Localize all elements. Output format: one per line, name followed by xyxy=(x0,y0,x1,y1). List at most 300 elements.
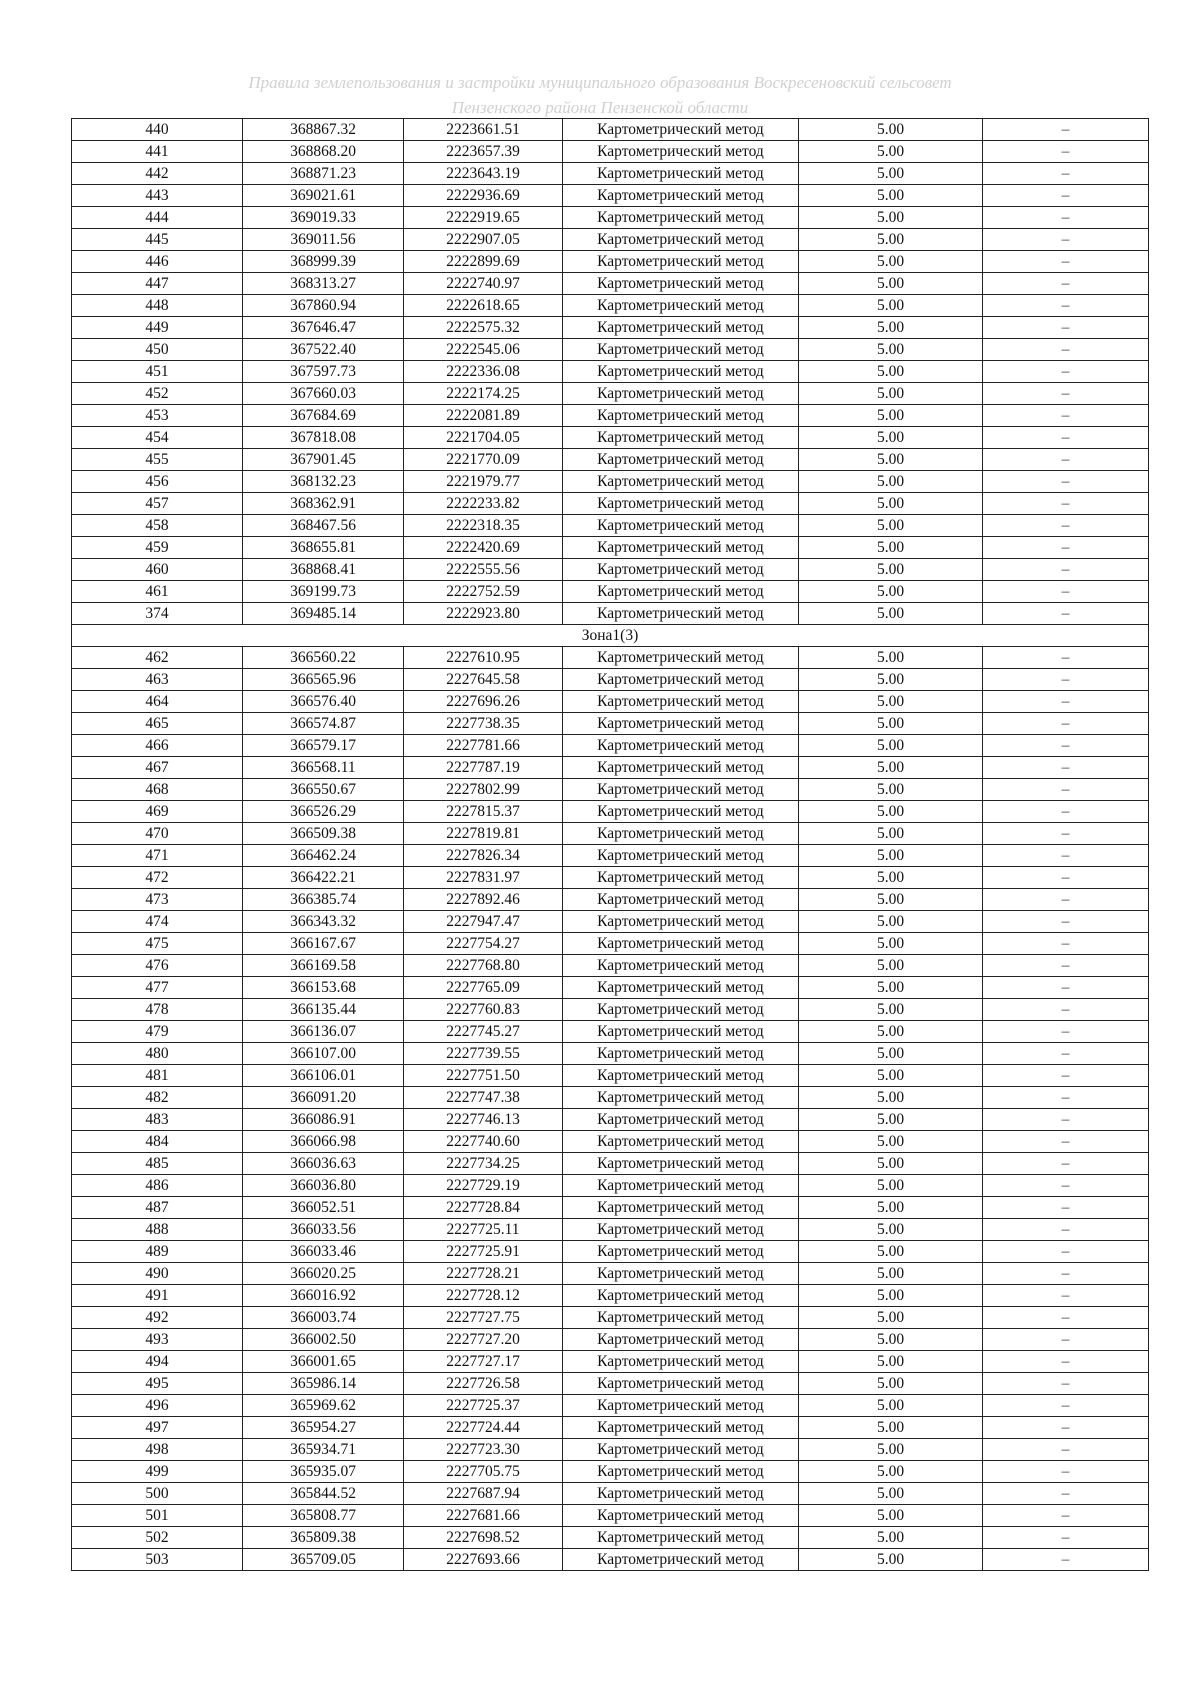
accuracy-cell: 5.00 xyxy=(799,1439,983,1461)
method-cell: Картометрический метод xyxy=(563,955,799,977)
point-number-cell: 497 xyxy=(72,1417,243,1439)
x-coordinate-cell: 367901.45 xyxy=(243,449,404,471)
note-cell: – xyxy=(983,1241,1149,1263)
method-cell: Картометрический метод xyxy=(563,603,799,625)
accuracy-cell: 5.00 xyxy=(799,1175,983,1197)
point-number-cell: 457 xyxy=(72,493,243,515)
x-coordinate-cell: 365934.71 xyxy=(243,1439,404,1461)
note-cell: – xyxy=(983,1439,1149,1461)
point-number-cell: 459 xyxy=(72,537,243,559)
note-cell: – xyxy=(983,471,1149,493)
note-cell: – xyxy=(983,1131,1149,1153)
method-cell: Картометрический метод xyxy=(563,119,799,141)
point-number-cell: 452 xyxy=(72,383,243,405)
note-cell: – xyxy=(983,801,1149,823)
x-coordinate-cell: 366422.21 xyxy=(243,867,404,889)
accuracy-cell: 5.00 xyxy=(799,713,983,735)
method-cell: Картометрический метод xyxy=(563,867,799,889)
method-cell: Картометрический метод xyxy=(563,1373,799,1395)
point-number-cell: 472 xyxy=(72,867,243,889)
accuracy-cell: 5.00 xyxy=(799,1131,983,1153)
x-coordinate-cell: 366526.29 xyxy=(243,801,404,823)
note-cell: – xyxy=(983,581,1149,603)
point-number-cell: 465 xyxy=(72,713,243,735)
point-number-cell: 478 xyxy=(72,999,243,1021)
point-number-cell: 470 xyxy=(72,823,243,845)
method-cell: Картометрический метод xyxy=(563,933,799,955)
accuracy-cell: 5.00 xyxy=(799,1483,983,1505)
accuracy-cell: 5.00 xyxy=(799,889,983,911)
accuracy-cell: 5.00 xyxy=(799,119,983,141)
method-cell: Картометрический метод xyxy=(563,1505,799,1527)
accuracy-cell: 5.00 xyxy=(799,933,983,955)
method-cell: Картометрический метод xyxy=(563,471,799,493)
method-cell: Картометрический метод xyxy=(563,1043,799,1065)
method-cell: Картометрический метод xyxy=(563,691,799,713)
header-line-2: Пензенского района Пензенской области xyxy=(451,98,749,117)
accuracy-cell: 5.00 xyxy=(799,1329,983,1351)
method-cell: Картометрический метод xyxy=(563,669,799,691)
method-cell: Картометрический метод xyxy=(563,977,799,999)
y-coordinate-cell: 2227787.19 xyxy=(404,757,563,779)
y-coordinate-cell: 2227745.27 xyxy=(404,1021,563,1043)
y-coordinate-cell: 2227892.46 xyxy=(404,889,563,911)
accuracy-cell: 5.00 xyxy=(799,757,983,779)
note-cell: – xyxy=(983,1307,1149,1329)
method-cell: Картометрический метод xyxy=(563,1351,799,1373)
y-coordinate-cell: 2227725.91 xyxy=(404,1241,563,1263)
method-cell: Картометрический метод xyxy=(563,427,799,449)
point-number-cell: 440 xyxy=(72,119,243,141)
accuracy-cell: 5.00 xyxy=(799,317,983,339)
note-cell: – xyxy=(983,1483,1149,1505)
y-coordinate-cell: 2222233.82 xyxy=(404,493,563,515)
method-cell: Картометрический метод xyxy=(563,911,799,933)
x-coordinate-cell: 365844.52 xyxy=(243,1483,404,1505)
table-row xyxy=(72,1043,1149,1065)
x-coordinate-cell: 366106.01 xyxy=(243,1065,404,1087)
method-cell: Картометрический метод xyxy=(563,1175,799,1197)
method-cell: Картометрический метод xyxy=(563,1065,799,1087)
note-cell: – xyxy=(983,515,1149,537)
method-cell: Картометрический метод xyxy=(563,515,799,537)
y-coordinate-cell: 2222575.32 xyxy=(404,317,563,339)
method-cell: Картометрический метод xyxy=(563,801,799,823)
point-number-cell: 460 xyxy=(72,559,243,581)
table-row xyxy=(72,1153,1149,1175)
accuracy-cell: 5.00 xyxy=(799,339,983,361)
x-coordinate-cell: 366020.25 xyxy=(243,1263,404,1285)
table-row xyxy=(72,1351,1149,1373)
note-cell: – xyxy=(983,273,1149,295)
table-row xyxy=(72,889,1149,911)
accuracy-cell: 5.00 xyxy=(799,801,983,823)
accuracy-cell: 5.00 xyxy=(799,1351,983,1373)
note-cell: – xyxy=(983,141,1149,163)
method-cell: Картометрический метод xyxy=(563,1087,799,1109)
method-cell: Картометрический метод xyxy=(563,1241,799,1263)
method-cell: Картометрический метод xyxy=(563,559,799,581)
y-coordinate-cell: 2222618.65 xyxy=(404,295,563,317)
note-cell: – xyxy=(983,603,1149,625)
accuracy-cell: 5.00 xyxy=(799,1549,983,1571)
table-row xyxy=(72,823,1149,845)
accuracy-cell: 5.00 xyxy=(799,559,983,581)
x-coordinate-cell: 366167.67 xyxy=(243,933,404,955)
method-cell: Картометрический метод xyxy=(563,1395,799,1417)
point-number-cell: 464 xyxy=(72,691,243,713)
note-cell: – xyxy=(983,1395,1149,1417)
accuracy-cell: 5.00 xyxy=(799,1153,983,1175)
note-cell: – xyxy=(983,669,1149,691)
x-coordinate-cell: 368868.20 xyxy=(243,141,404,163)
table-row xyxy=(72,251,1149,273)
point-number-cell: 488 xyxy=(72,1219,243,1241)
table-row xyxy=(72,559,1149,581)
y-coordinate-cell: 2227739.55 xyxy=(404,1043,563,1065)
accuracy-cell: 5.00 xyxy=(799,1461,983,1483)
table-row xyxy=(72,141,1149,163)
method-cell: Картометрический метод xyxy=(563,1439,799,1461)
y-coordinate-cell: 2227746.13 xyxy=(404,1109,563,1131)
point-number-cell: 445 xyxy=(72,229,243,251)
table-row xyxy=(72,537,1149,559)
y-coordinate-cell: 2227696.26 xyxy=(404,691,563,713)
accuracy-cell: 5.00 xyxy=(799,185,983,207)
note-cell: – xyxy=(983,735,1149,757)
x-coordinate-cell: 368313.27 xyxy=(243,273,404,295)
accuracy-cell: 5.00 xyxy=(799,823,983,845)
y-coordinate-cell: 2227727.17 xyxy=(404,1351,563,1373)
accuracy-cell: 5.00 xyxy=(799,867,983,889)
y-coordinate-cell: 2227728.84 xyxy=(404,1197,563,1219)
table-row xyxy=(72,515,1149,537)
method-cell: Картометрический метод xyxy=(563,383,799,405)
point-number-cell: 486 xyxy=(72,1175,243,1197)
x-coordinate-cell: 366036.80 xyxy=(243,1175,404,1197)
x-coordinate-cell: 368867.32 xyxy=(243,119,404,141)
x-coordinate-cell: 366462.24 xyxy=(243,845,404,867)
x-coordinate-cell: 369019.33 xyxy=(243,207,404,229)
x-coordinate-cell: 366565.96 xyxy=(243,669,404,691)
table-row xyxy=(72,1131,1149,1153)
table-row xyxy=(72,273,1149,295)
table-row xyxy=(72,911,1149,933)
y-coordinate-cell: 2222919.65 xyxy=(404,207,563,229)
x-coordinate-cell: 366003.74 xyxy=(243,1307,404,1329)
accuracy-cell: 5.00 xyxy=(799,1197,983,1219)
x-coordinate-cell: 366550.67 xyxy=(243,779,404,801)
method-cell: Картометрический метод xyxy=(563,229,799,251)
table-row xyxy=(72,801,1149,823)
method-cell: Картометрический метод xyxy=(563,1329,799,1351)
point-number-cell: 466 xyxy=(72,735,243,757)
point-number-cell: 451 xyxy=(72,361,243,383)
y-coordinate-cell: 2222740.97 xyxy=(404,273,563,295)
x-coordinate-cell: 366560.22 xyxy=(243,647,404,669)
accuracy-cell: 5.00 xyxy=(799,779,983,801)
point-number-cell: 463 xyxy=(72,669,243,691)
y-coordinate-cell: 2227681.66 xyxy=(404,1505,563,1527)
table-row xyxy=(72,1285,1149,1307)
note-cell: – xyxy=(983,1175,1149,1197)
method-cell: Картометрический метод xyxy=(563,1131,799,1153)
x-coordinate-cell: 369199.73 xyxy=(243,581,404,603)
point-number-cell: 495 xyxy=(72,1373,243,1395)
method-cell: Картометрический метод xyxy=(563,1527,799,1549)
note-cell: – xyxy=(983,713,1149,735)
x-coordinate-cell: 365809.38 xyxy=(243,1527,404,1549)
x-coordinate-cell: 366052.51 xyxy=(243,1197,404,1219)
y-coordinate-cell: 2227726.58 xyxy=(404,1373,563,1395)
y-coordinate-cell: 2227693.66 xyxy=(404,1549,563,1571)
point-number-cell: 453 xyxy=(72,405,243,427)
table-row xyxy=(72,1527,1149,1549)
note-cell: – xyxy=(983,1285,1149,1307)
y-coordinate-cell: 2222174.25 xyxy=(404,383,563,405)
table-row xyxy=(72,1263,1149,1285)
point-number-cell: 475 xyxy=(72,933,243,955)
y-coordinate-cell: 2222899.69 xyxy=(404,251,563,273)
point-number-cell: 479 xyxy=(72,1021,243,1043)
x-coordinate-cell: 366135.44 xyxy=(243,999,404,1021)
method-cell: Картометрический метод xyxy=(563,1219,799,1241)
point-number-cell: 477 xyxy=(72,977,243,999)
note-cell: – xyxy=(983,493,1149,515)
note-cell: – xyxy=(983,1329,1149,1351)
x-coordinate-cell: 367684.69 xyxy=(243,405,404,427)
table-row xyxy=(72,339,1149,361)
table-row xyxy=(72,867,1149,889)
accuracy-cell: 5.00 xyxy=(799,1065,983,1087)
method-cell: Картометрический метод xyxy=(563,1285,799,1307)
note-cell: – xyxy=(983,1417,1149,1439)
table-row xyxy=(72,933,1149,955)
point-number-cell: 490 xyxy=(72,1263,243,1285)
method-cell: Картометрический метод xyxy=(563,361,799,383)
y-coordinate-cell: 2227728.21 xyxy=(404,1263,563,1285)
y-coordinate-cell: 2222336.08 xyxy=(404,361,563,383)
x-coordinate-cell: 366579.17 xyxy=(243,735,404,757)
y-coordinate-cell: 2227826.34 xyxy=(404,845,563,867)
method-cell: Картометрический метод xyxy=(563,713,799,735)
accuracy-cell: 5.00 xyxy=(799,295,983,317)
y-coordinate-cell: 2227734.25 xyxy=(404,1153,563,1175)
point-number-cell: 444 xyxy=(72,207,243,229)
table-row xyxy=(72,735,1149,757)
point-number-cell: 374 xyxy=(72,603,243,625)
y-coordinate-cell: 2227610.95 xyxy=(404,647,563,669)
y-coordinate-cell: 2227728.12 xyxy=(404,1285,563,1307)
table-row xyxy=(72,647,1149,669)
x-coordinate-cell: 368362.91 xyxy=(243,493,404,515)
accuracy-cell: 5.00 xyxy=(799,405,983,427)
accuracy-cell: 5.00 xyxy=(799,1087,983,1109)
point-number-cell: 454 xyxy=(72,427,243,449)
x-coordinate-cell: 368132.23 xyxy=(243,471,404,493)
note-cell: – xyxy=(983,911,1149,933)
x-coordinate-cell: 365986.14 xyxy=(243,1373,404,1395)
y-coordinate-cell: 2227727.20 xyxy=(404,1329,563,1351)
accuracy-cell: 5.00 xyxy=(799,581,983,603)
accuracy-cell: 5.00 xyxy=(799,1505,983,1527)
table-row xyxy=(72,669,1149,691)
note-cell: – xyxy=(983,427,1149,449)
point-number-cell: 482 xyxy=(72,1087,243,1109)
method-cell: Картометрический метод xyxy=(563,889,799,911)
y-coordinate-cell: 2227724.44 xyxy=(404,1417,563,1439)
method-cell: Картометрический метод xyxy=(563,1417,799,1439)
table-row xyxy=(72,317,1149,339)
note-cell: – xyxy=(983,559,1149,581)
coordinates-table xyxy=(71,118,1149,1571)
y-coordinate-cell: 2222752.59 xyxy=(404,581,563,603)
x-coordinate-cell: 366169.58 xyxy=(243,955,404,977)
note-cell: – xyxy=(983,889,1149,911)
point-number-cell: 467 xyxy=(72,757,243,779)
point-number-cell: 481 xyxy=(72,1065,243,1087)
table-row xyxy=(72,779,1149,801)
accuracy-cell: 5.00 xyxy=(799,471,983,493)
method-cell: Картометрический метод xyxy=(563,1461,799,1483)
y-coordinate-cell: 2222907.05 xyxy=(404,229,563,251)
note-cell: – xyxy=(983,1153,1149,1175)
y-coordinate-cell: 2227815.37 xyxy=(404,801,563,823)
table-row xyxy=(72,493,1149,515)
y-coordinate-cell: 2227729.19 xyxy=(404,1175,563,1197)
method-cell: Картометрический метод xyxy=(563,823,799,845)
point-number-cell: 496 xyxy=(72,1395,243,1417)
accuracy-cell: 5.00 xyxy=(799,911,983,933)
y-coordinate-cell: 2227740.60 xyxy=(404,1131,563,1153)
method-cell: Картометрический метод xyxy=(563,1483,799,1505)
note-cell: – xyxy=(983,537,1149,559)
accuracy-cell: 5.00 xyxy=(799,669,983,691)
coordinates-table-body xyxy=(72,119,1149,1571)
method-cell: Картометрический метод xyxy=(563,1549,799,1571)
table-row xyxy=(72,1307,1149,1329)
point-number-cell: 499 xyxy=(72,1461,243,1483)
method-cell: Картометрический метод xyxy=(563,295,799,317)
point-number-cell: 449 xyxy=(72,317,243,339)
note-cell: – xyxy=(983,317,1149,339)
note-cell: – xyxy=(983,1109,1149,1131)
point-number-cell: 471 xyxy=(72,845,243,867)
accuracy-cell: 5.00 xyxy=(799,977,983,999)
table-row xyxy=(72,1065,1149,1087)
table-row xyxy=(72,581,1149,603)
y-coordinate-cell: 2221979.77 xyxy=(404,471,563,493)
note-cell: – xyxy=(983,1505,1149,1527)
note-cell: – xyxy=(983,647,1149,669)
accuracy-cell: 5.00 xyxy=(799,1219,983,1241)
accuracy-cell: 5.00 xyxy=(799,449,983,471)
point-number-cell: 462 xyxy=(72,647,243,669)
y-coordinate-cell: 2223643.19 xyxy=(404,163,563,185)
x-coordinate-cell: 366107.00 xyxy=(243,1043,404,1065)
point-number-cell: 494 xyxy=(72,1351,243,1373)
y-coordinate-cell: 2227802.99 xyxy=(404,779,563,801)
point-number-cell: 474 xyxy=(72,911,243,933)
y-coordinate-cell: 2227819.81 xyxy=(404,823,563,845)
table-row xyxy=(72,207,1149,229)
accuracy-cell: 5.00 xyxy=(799,735,983,757)
note-cell: – xyxy=(983,119,1149,141)
accuracy-cell: 5.00 xyxy=(799,229,983,251)
x-coordinate-cell: 366016.92 xyxy=(243,1285,404,1307)
table-row xyxy=(72,119,1149,141)
method-cell: Картометрический метод xyxy=(563,339,799,361)
y-coordinate-cell: 2227768.80 xyxy=(404,955,563,977)
accuracy-cell: 5.00 xyxy=(799,427,983,449)
point-number-cell: 468 xyxy=(72,779,243,801)
accuracy-cell: 5.00 xyxy=(799,1417,983,1439)
y-coordinate-cell: 2227725.37 xyxy=(404,1395,563,1417)
note-cell: – xyxy=(983,845,1149,867)
point-number-cell: 441 xyxy=(72,141,243,163)
table-row xyxy=(72,1417,1149,1439)
accuracy-cell: 5.00 xyxy=(799,1021,983,1043)
point-number-cell: 450 xyxy=(72,339,243,361)
x-coordinate-cell: 366002.50 xyxy=(243,1329,404,1351)
note-cell: – xyxy=(983,757,1149,779)
point-number-cell: 484 xyxy=(72,1131,243,1153)
method-cell: Картометрический метод xyxy=(563,317,799,339)
method-cell: Картометрический метод xyxy=(563,757,799,779)
x-coordinate-cell: 365954.27 xyxy=(243,1417,404,1439)
method-cell: Картометрический метод xyxy=(563,185,799,207)
x-coordinate-cell: 365709.05 xyxy=(243,1549,404,1571)
note-cell: – xyxy=(983,185,1149,207)
note-cell: – xyxy=(983,405,1149,427)
table-row xyxy=(72,757,1149,779)
method-cell: Картометрический метод xyxy=(563,779,799,801)
point-number-cell: 492 xyxy=(72,1307,243,1329)
note-cell: – xyxy=(983,1263,1149,1285)
y-coordinate-cell: 2227705.75 xyxy=(404,1461,563,1483)
point-number-cell: 442 xyxy=(72,163,243,185)
x-coordinate-cell: 366033.56 xyxy=(243,1219,404,1241)
method-cell: Картометрический метод xyxy=(563,1109,799,1131)
table-row xyxy=(72,845,1149,867)
point-number-cell: 483 xyxy=(72,1109,243,1131)
x-coordinate-cell: 369485.14 xyxy=(243,603,404,625)
document-header xyxy=(0,70,1200,120)
x-coordinate-cell: 368999.39 xyxy=(243,251,404,273)
x-coordinate-cell: 365808.77 xyxy=(243,1505,404,1527)
point-number-cell: 469 xyxy=(72,801,243,823)
x-coordinate-cell: 369021.61 xyxy=(243,185,404,207)
method-cell: Картометрический метод xyxy=(563,273,799,295)
table-row xyxy=(72,163,1149,185)
point-number-cell: 446 xyxy=(72,251,243,273)
point-number-cell: 491 xyxy=(72,1285,243,1307)
y-coordinate-cell: 2227831.97 xyxy=(404,867,563,889)
note-cell: – xyxy=(983,955,1149,977)
table-row xyxy=(72,1087,1149,1109)
y-coordinate-cell: 2222555.56 xyxy=(404,559,563,581)
x-coordinate-cell: 369011.56 xyxy=(243,229,404,251)
note-cell: – xyxy=(983,383,1149,405)
x-coordinate-cell: 367646.47 xyxy=(243,317,404,339)
y-coordinate-cell: 2227698.52 xyxy=(404,1527,563,1549)
method-cell: Картометрический метод xyxy=(563,1307,799,1329)
note-cell: – xyxy=(983,1021,1149,1043)
point-number-cell: 447 xyxy=(72,273,243,295)
method-cell: Картометрический метод xyxy=(563,449,799,471)
method-cell: Картометрический метод xyxy=(563,735,799,757)
point-number-cell: 443 xyxy=(72,185,243,207)
